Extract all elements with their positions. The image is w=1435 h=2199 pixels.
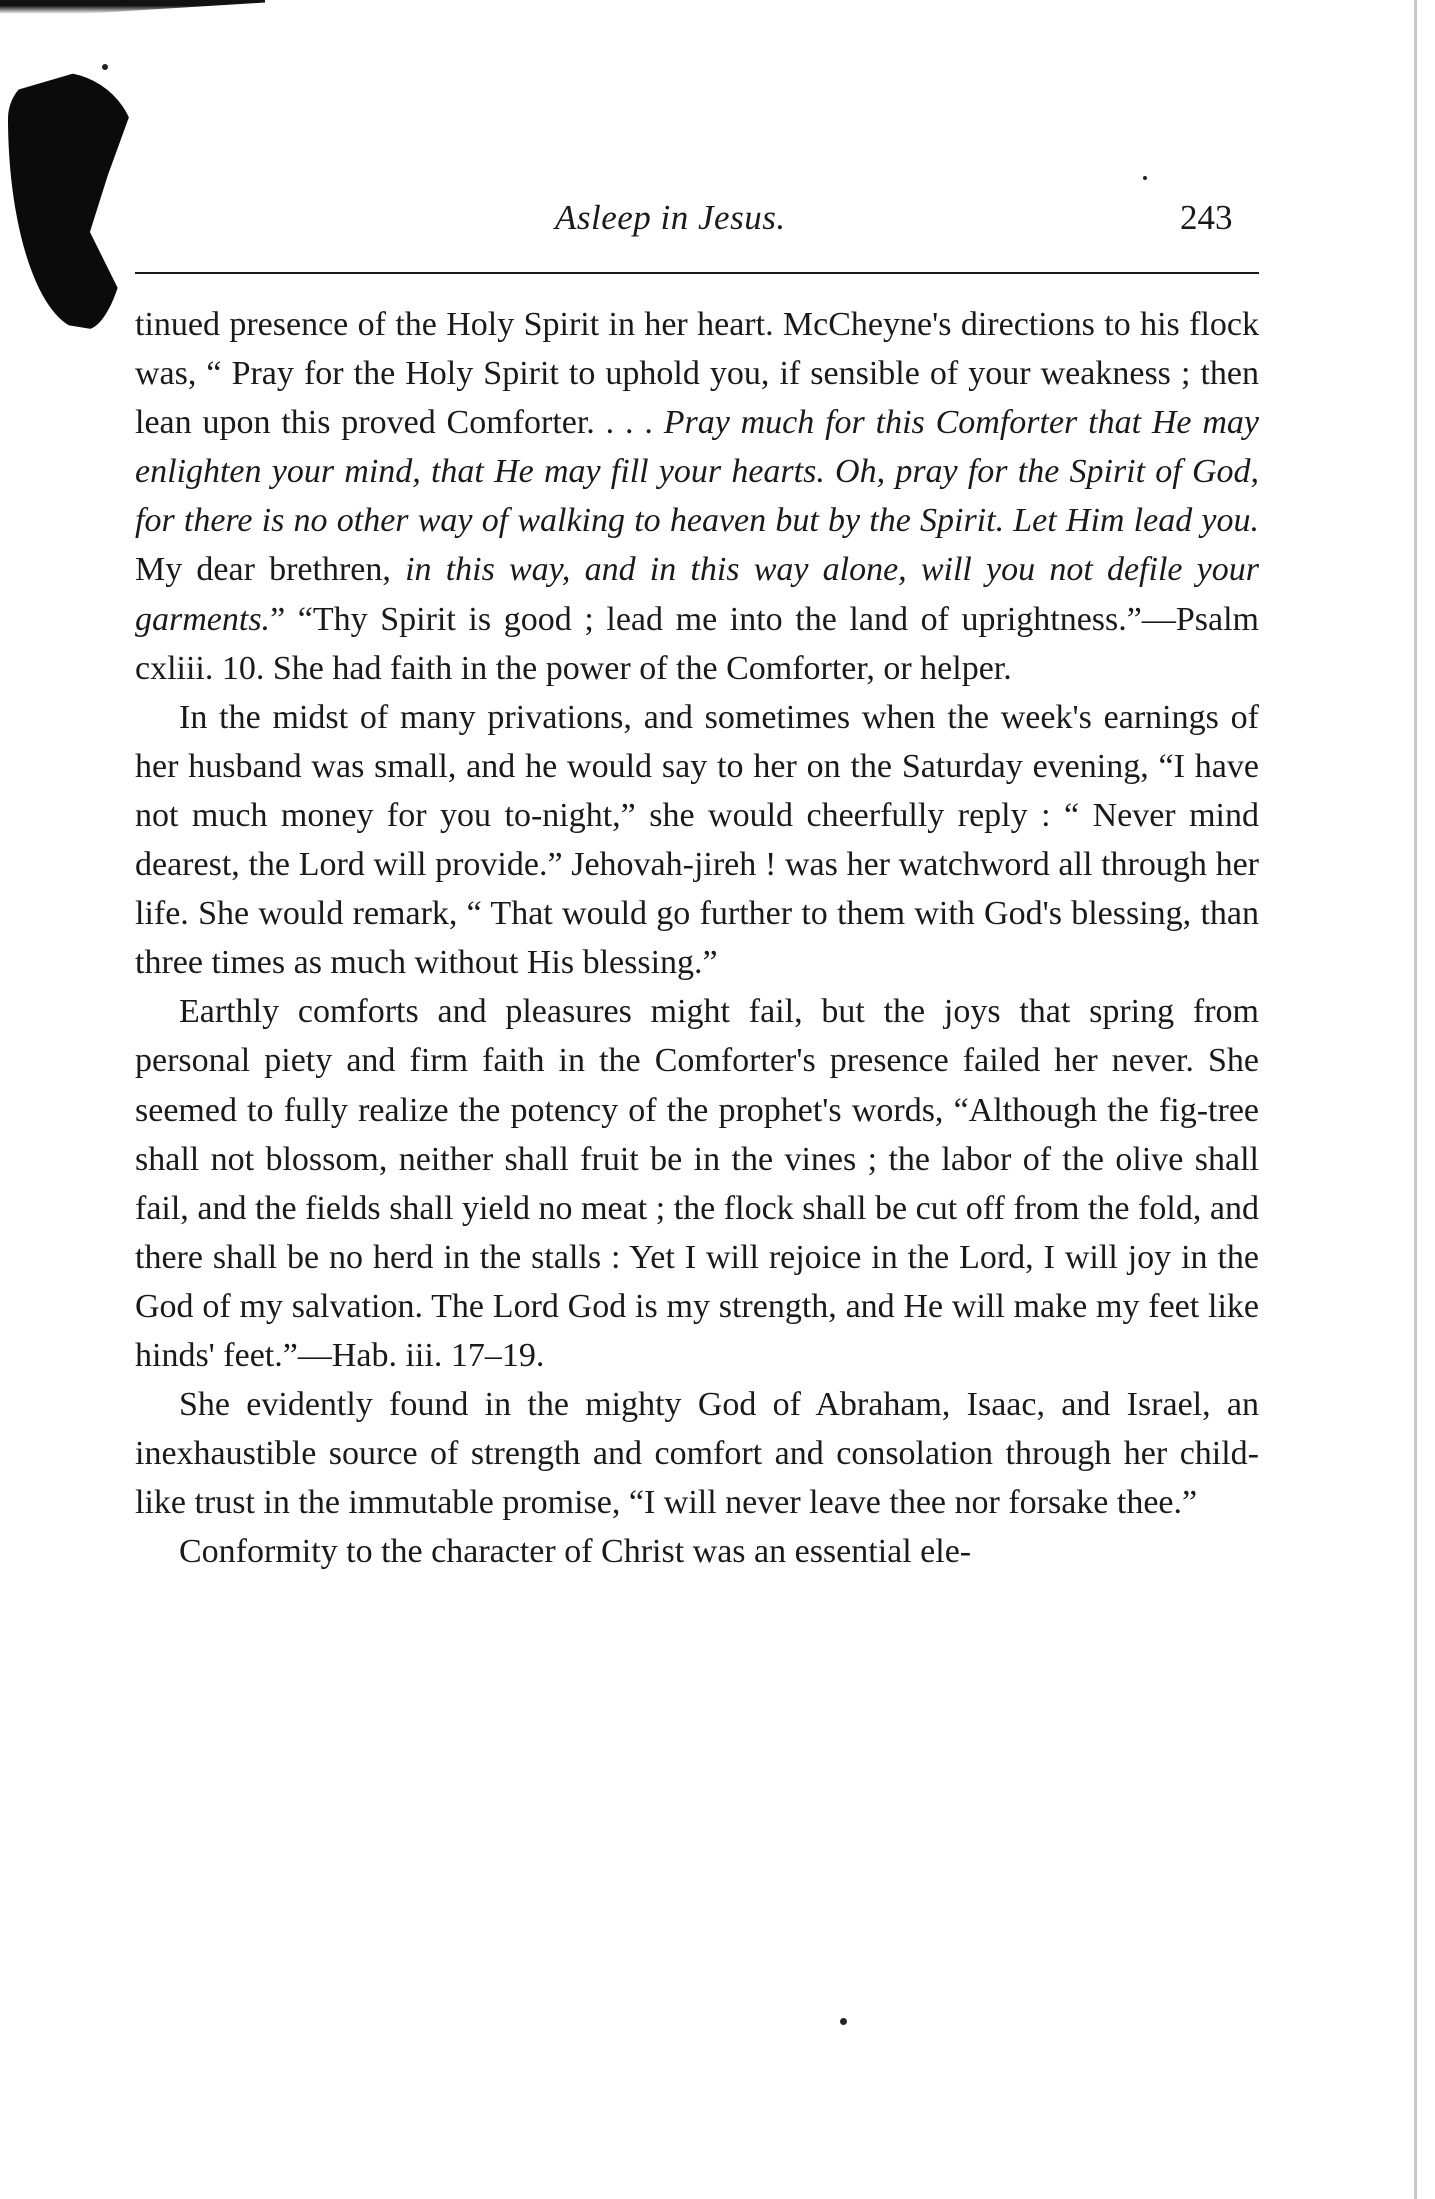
page-number: 243 (1180, 198, 1233, 237)
scan-artifact-speck (1143, 176, 1147, 180)
header-rule (135, 272, 1259, 274)
text-run: My dear brethren, (135, 551, 406, 589)
text-run: ” “Thy Spirit is good ; lead me into the land of uprightness.”—Psalm cxliii. 10. She had faith in the power of the Comforter, or helper. (135, 600, 1259, 687)
paragraph: She evidently found in the mighty God of Abraham, Isaac, and Israel, an inexhaustible source of strength and comfort and consolation through her child-like trust in the immutable promise, “I will never leave thee nor forsake thee.” (135, 1386, 1259, 1522)
paragraph-continued (135, 300, 1259, 693)
italic-quotation: in this way, and in this way alone, will you not defile your garments. (135, 551, 1259, 638)
scan-artifact-top-streak (0, 0, 265, 14)
text-run: tinued presence of the Holy Spirit in her heart. McCheyne's directions to his flock was, “ Pray for the Holy Spirit to uphold you, if sensible of your weakness ; then lean upon this proved Comforter. . . . (135, 306, 1259, 442)
scan-artifact-speck (840, 2018, 847, 2025)
scan-artifact-page-edge (1414, 0, 1417, 2199)
body-text (135, 300, 1259, 1576)
paragraph: Earthly comforts and pleasures might fail, but the joys that spring from personal piety and firm faith in the Comforter's presence failed her never. She seemed to fully realize the potency of the prophet's words, “Although the fig-tree shall not blossom, neither shall fruit be in the vines ; the labor of the olive shall fail, and the fields shall yield no meat ; the flock shall be cut off from the fold, and there shall be no herd in the stalls : Yet I will rejoice in the Lord, I will joy in the God of my salvation. The Lord God is my strength, and He will make my feet like hinds' feet.”—Hab. iii. 17–19. (135, 993, 1259, 1374)
paragraph: Conformity to the character of Christ was an essential ele- (179, 1533, 972, 1571)
running-head (0, 198, 1435, 248)
running-title: Asleep in Jesus. (555, 198, 786, 237)
paragraph: In the midst of many privations, and sometimes when the week's earnings of her husband was small, and he would say to her on the Saturday evening, “I have not much money for you to-night,” she would cheerfully reply : “ Never mind dearest, the Lord will provide.” Jehovah-jireh ! was her watchword all through her life. She would remark, “ That would go further to them with God's blessing, than three times as much without His blessing.” (135, 698, 1259, 982)
scan-artifact-speck (102, 64, 108, 70)
italic-quotation: Pray much for this Comforter that He may enlighten your mind, that He may fill your hearts. Oh, pray for the Spirit of God, for there is no other way of walking to heaven but by the Spirit. Let Him lead you. (135, 404, 1259, 540)
